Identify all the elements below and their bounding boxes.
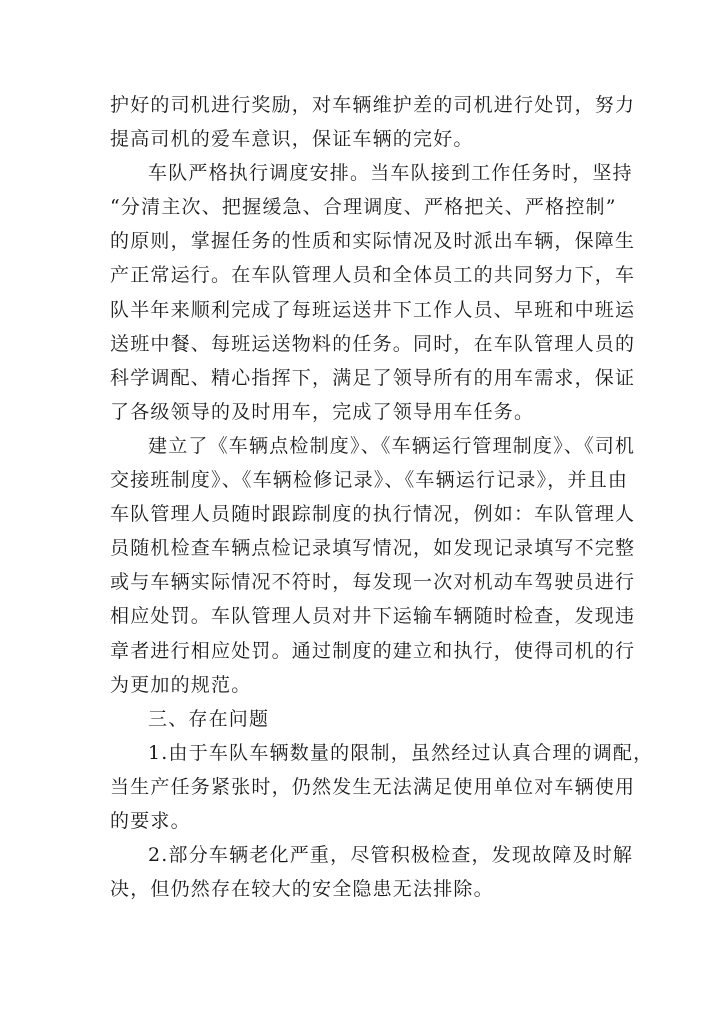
text-line: 2.部分车辆老化严重，尽管积极检查，发现故障及时解 — [148, 844, 634, 867]
text-line: 送班中餐、每班运送物料的任务。同时，在车队管理人员的 — [110, 332, 636, 355]
text-line: 建立了《车辆点检制度》、《车辆运行管理制度》、《司机 — [148, 434, 636, 457]
text-line: 车队管理人员随时跟踪制度的执行情况，例如：车队管理人 — [110, 503, 636, 526]
paragraph-dispatch-arrangement — [110, 156, 636, 429]
text-line: 章者进行相应处罚。通过制度的建立和执行，使得司机的行 — [110, 639, 636, 662]
text-line: 科学调配、精心指挥下，满足了领导所有的用车需求，保证 — [110, 366, 636, 389]
text-line: 或与车辆实际情况不符时，每发现一次对机动车驾驶员进行 — [110, 571, 636, 594]
problem-item-1 — [110, 736, 654, 838]
section-heading-text: 三、存在问题 — [148, 707, 270, 730]
paragraph-vehicle-maintenance-reward — [110, 88, 636, 156]
text-line: 车队严格执行调度安排。当车队接到工作任务时，坚持 — [148, 162, 633, 185]
text-line: 1.由于车队车辆数量的限制，虽然经过认真合理的调配， — [148, 741, 654, 764]
text-line: 了各级领导的及时用车，完成了领导用车任务。 — [110, 400, 535, 423]
document-body — [110, 88, 654, 906]
text-line: 当生产任务紧张时，仍然发生无法满足使用单位对车辆使用 — [110, 775, 636, 798]
text-line: 队半年来顺利完成了每班运送井下工作人员、早班和中班运 — [110, 298, 636, 321]
text-line: 产正常运行。在车队管理人员和全体员工的共同努力下，车 — [110, 264, 636, 287]
text-line: 相应处罚。车队管理人员对井下运输车辆随时检查，发现违 — [110, 605, 636, 628]
text-line: 的原则，掌握任务的性质和实际情况及时派出车辆，保障生 — [110, 230, 636, 253]
section-heading-existing-problems — [110, 702, 614, 736]
text-line: 为更加的规范。 — [110, 673, 252, 696]
text-line: 交接班制度》、《车辆检修记录》、《车辆运行记录》，并且由 — [110, 469, 629, 492]
text-line: 员随机检查车辆点检记录填写情况，如发现记录填写不完整 — [110, 537, 636, 560]
problem-item-2 — [110, 838, 634, 906]
text-line: 决，但仍然存在较大的安全隐患无法排除。 — [110, 878, 494, 901]
paragraph-rules-established — [110, 429, 636, 702]
text-line: 提高司机的爱车意识，保证车辆的完好。 — [110, 128, 474, 151]
text-line: 护好的司机进行奖励，对车辆维护差的司机进行处罚，努力 — [110, 94, 636, 116]
text-line: “分清主次、把握缓急、合理调度、严格把关、严格控制” — [110, 196, 617, 219]
text-line: 的要求。 — [110, 809, 191, 832]
